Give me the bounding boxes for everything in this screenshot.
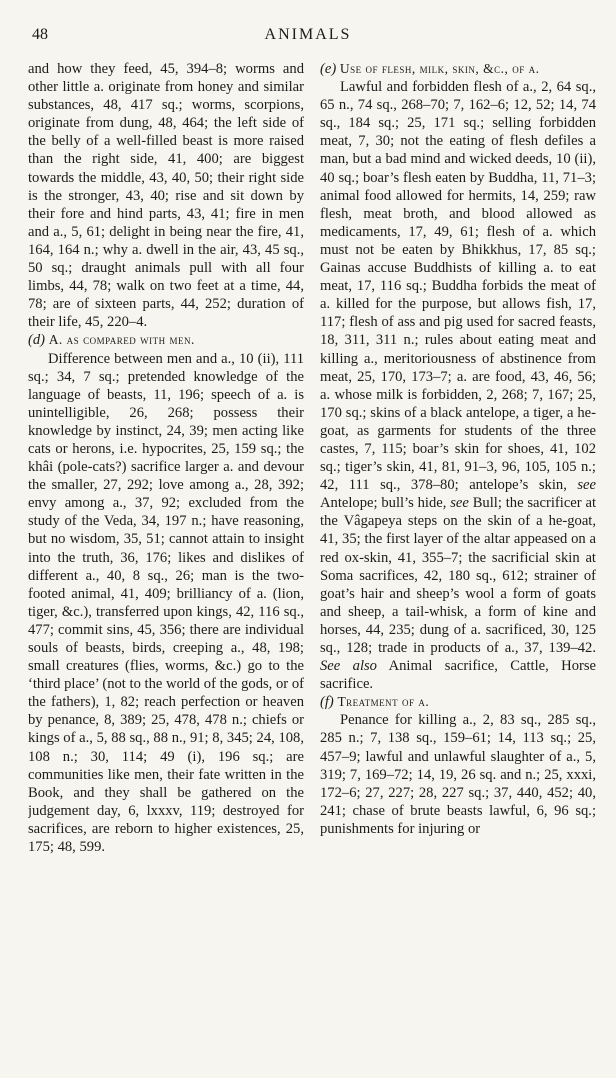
right-column	[320, 60, 596, 1065]
section-heading-e	[320, 60, 596, 78]
two-column-body	[28, 60, 596, 1065]
section-letter-e: (e)	[320, 61, 337, 77]
see-ref-2: see	[450, 495, 469, 512]
paragraph-f: Penance for killing a., 2, 83 sq., 285 sq., 285 n.; 7, 138 sq., 159–61; 14, 113 sq.; 25, 457–9; lawful and unlawful slaughter of a., 5, 319; 7, 169–72; 14, 19, 26 sq. and n.; 25, xxxi, 172–6; 27, 227; 28, 227 sq.; 37, 440, 452; 40, 241; chase of brute beasts lawful, 6, 96 sq.; punishments for injuring or	[320, 712, 596, 837]
section-heading-f	[320, 693, 596, 711]
paragraph-d: Difference between men and a., 10 (ii), 111 sq.; 34, 7 sq.; pretended knowledge of the language of beasts, 11, 196; speech of a. is unintelligible, 26, 268; possess their knowledge by instinct, 24, 39; men acting like cats or herons, i.e. hypocrites, 25, 159 sq.; the khâi (pole-cats?) sacrifice larger a. and devour the smaller, 27, 292; love among a., 28, 392; envy among a., 37, 92; excluded from the study of the Veda, 34, 197 n.; have reasoning, but no wisdom, 35, 51; cannot attain to insight into the truth, 36, 176; likes and dislikes of different a., 40, 8 sq., 26; man is the two-footed animal, 41, 409; brilliancy of a. (lion, tiger, &c.), transferred upon kings, 42, 116 sq., 477; commit sins, 45, 356; there are individual souls of beasts, birds, creeping a., 48, 198; small creatures (flies, worms, &c.) go to the ‘third place’ (not to the world of the gods, or of the fathers), 1, 82; reach perfection or heaven by penance, 8, 389; 25, 478, 478 n.; chiefs or kings of a., 5, 88 sq., 88 n., 91; 8, 345; 24, 108, 108 n.; 30, 114; 49 (i), 196 sq.; are communities like men, their fate written in the Book, and they shall be gathered on the judgement day, 6, lxxxv, 119; destroyed for sacrifices, are reborn to higher existences, 25, 175; 48, 599.	[28, 350, 304, 856]
section-title-d: A. as compared with men.	[48, 332, 195, 348]
paragraph-e-part-5: Animal sacrifice, Cattle, Horse sacrifice.	[320, 658, 596, 693]
section-title-f: Treatment of a.	[337, 694, 430, 710]
section-letter-d: (d)	[28, 332, 46, 349]
running-title: ANIMALS	[264, 26, 352, 43]
paragraph-e-part-1: Lawful and forbidden flesh of a., 2, 64 sq., 65 n., 74 sq., 268–70; 7, 162–6; 12, 52; 14, 74 sq., 184 sq.; 25, 171 sq.; selling forbidden meat, 7, 30; not the eating of flesh defiles a man, but a bad mind and wicked deeds, 10 (ii), 40 sq.; boar’s flesh eaten by Buddha, 11, 71–3; animal food allowed for hermits, 14, 259; raw flesh, meat broth, and blood allowed as medicaments, 17, 49, 61; flesh of a. which must not be eaten by Bhikkhus, 17, 85 sq.;	[320, 79, 596, 258]
see-ref-1: see	[577, 477, 596, 494]
left-column	[28, 60, 304, 1065]
see-also-ref: See also	[320, 658, 377, 675]
section-title-e: Use of flesh, milk, skin, &c., of a.	[339, 61, 540, 76]
section-heading-d	[28, 331, 304, 349]
paragraph-e-part-3: Antelope; bull’s hide,	[320, 495, 447, 512]
section-letter-f: (f)	[320, 694, 334, 711]
page-header	[0, 24, 616, 48]
paragraph-e	[320, 78, 596, 693]
paragraph-continuation: and how they feed, 45, 394–8; worms and other little a. originate from honey and similar substances, 48, 417 sq.; worms, scorpions, originate from dung, 48, 464; the left side of the belly of a well-filled beast is more raised than the right side, 41, 400; are biggest towards the middle, 43, 40, 50; their right side is the stronger, 43, 40; rise and sit down by their fore and hind parts, 43, 41; fire in men and a., 5, 61; delight in being near the fire, 41, 164, 164 n.; why a. dwell in the air, 43, 45 sq., 50 sq.; draught animals pull with all four limbs, 44, 78; walk on two feet at a time, 44, 78; are of sixteen parts, 44, 252; duration of their life, 45, 220–4.	[28, 61, 304, 331]
page-number: 48	[32, 26, 48, 43]
paragraph-e-part-2: Gainas accuse Buddhists of killing a. to eat meat, 17, 116 sq.; Buddha forbids the meat of a. killed for the purpose, but allows fish, 17, 117; flesh of ass and pig used for sacred feasts, 18, 311, 311 n.; rules about eating meat and killing a., meritoriousness of abstinence from meat, 25, 170, 173–7; a. are food, 43, 46, 56; a. whose milk is forbidden, 2, 268; 7, 167; 25, 170 sq.; skins of a black antelope, a tiger, a he-goat, as garments for students of the three castes, 7, 115; boar’s skin for shoes, 41, 102 sq.; tiger’s skin, 41, 81, 91–3, 96, 105, 105 n.; 42, 111 sq., 378–80; antelope’s skin,	[320, 260, 596, 494]
paragraph-e-part-4: Bull; the sacrificer at the Vâgapeya steps on the skin of a he-goat, 41, 35; the first layer of the altar appeased on a red ox-skin, 41, 355–7; the sacrificial skin at Soma sacrifices, 42, 180 sq., 612; strainer of goat’s hair and sheep’s wool a form of goats and sheep, a tail-whisk, a form of kine and horses, 44, 235; dung of a. sacrificed, 30, 125 sq., 128; trade in products of a., 37, 139–42.	[320, 495, 596, 656]
